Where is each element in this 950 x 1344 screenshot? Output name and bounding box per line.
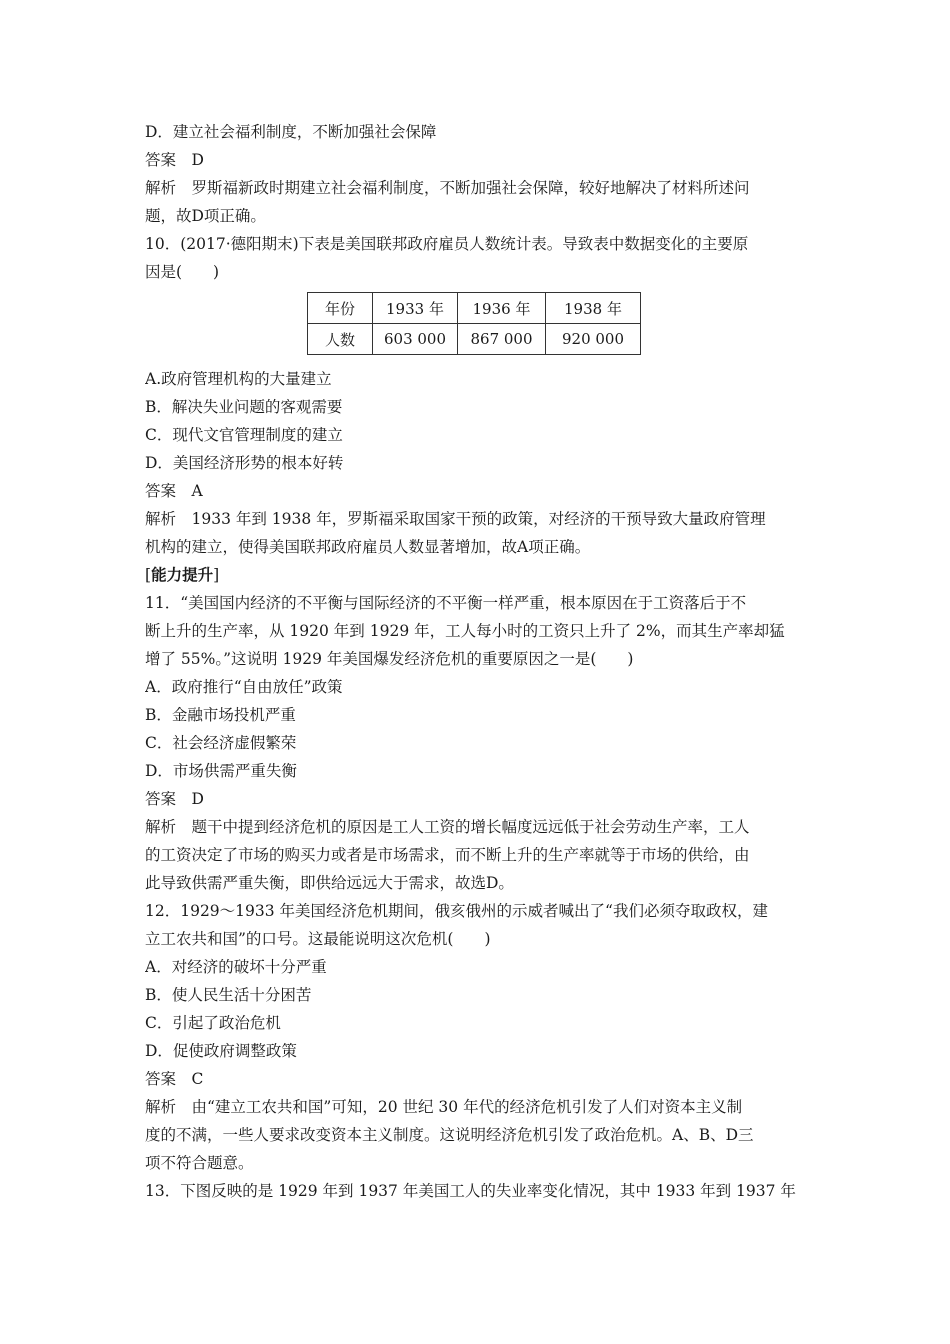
table-cell: 人数 [308, 324, 373, 355]
q9-analysis-line-1: 解析 罗斯福新政时期建立社会福利制度，不断加强社会保障，较好地解决了材料所述问 [145, 179, 750, 197]
q10-stem-line-2: 因是( ) [145, 263, 220, 281]
q12-option-d: D．促使政府调整政策 [145, 1042, 297, 1060]
q12-option-c: C．引起了政治危机 [145, 1014, 281, 1032]
q13-stem-line-1: 13．下图反映的是 1929 年到 1937 年美国工人的失业率变化情况，其中 1933 年到 1937 年 [145, 1182, 796, 1200]
table-cell: 603 000 [373, 324, 458, 355]
section-bracket-close: ] [213, 566, 220, 584]
q11-option-d: D．市场供需严重失衡 [145, 762, 297, 780]
q9-answer: 答案 D [145, 151, 204, 169]
q11-stem-line-2: 断上升的生产率，从 1920 年到 1929 年，工人每小时的工资只上升了 2%，而其生产率却猛 [145, 622, 785, 640]
q12-analysis-line-1: 解析 由“建立工农共和国”可知，20 世纪 30 年代的经济危机引发了人们对资本主义制 [145, 1098, 743, 1116]
q11-option-b: B．金融市场投机严重 [145, 706, 296, 724]
q9-analysis-line-2: 题，故D项正确。 [145, 207, 266, 225]
q11-analysis-line-1: 解析 题干中提到经济危机的原因是工人工资的增长幅度远远低于社会劳动生产率，工人 [145, 818, 750, 836]
section-heading [145, 561, 810, 589]
q12-answer: 答案 C [145, 1070, 204, 1088]
q10-answer: 答案 A [145, 482, 203, 500]
q10-option-a: A.政府管理机构的大量建立 [145, 370, 332, 388]
q11-option-c: C．社会经济虚假繁荣 [145, 734, 297, 752]
q11-stem-line-1: 11．“美国国内经济的不平衡与国际经济的不平衡一样严重，根本原因在于工资落后于不 [145, 594, 747, 612]
q12-option-b: B．使人民生活十分困苦 [145, 986, 312, 1004]
q9-option-d: D．建立社会福利制度，不断加强社会保障 [145, 123, 437, 141]
table-header-row [308, 293, 641, 324]
q12-analysis-line-3: 项不符合题意。 [145, 1154, 254, 1172]
q12-analysis-line-2: 度的不满，一些人要求改变资本主义制度。这说明经济危机引发了政治危机。A、B、D三 [145, 1126, 754, 1144]
q10-analysis-line-1: 解析 1933 年到 1938 年，罗斯福采取国家干预的政策，对经济的干预导致大量政府管理 [145, 510, 766, 528]
q10-option-d: D．美国经济形势的根本好转 [145, 454, 344, 472]
q12-stem-line-2: 立工农共和国”的口号。这最能说明这次危机( ) [145, 930, 491, 948]
q11-analysis-line-3: 此导致供需严重失衡，即供给远远大于需求，故选D。 [145, 874, 514, 892]
section-bracket-open: [ [145, 566, 152, 584]
q10-option-b: B．解决失业问题的客观需要 [145, 398, 343, 416]
q11-stem-line-3: 增了 55%。”这说明 1929 年美国爆发经济危机的重要原因之一是( ) [145, 650, 634, 668]
section-title: 能力提升 [151, 565, 214, 584]
q11-answer: 答案 D [145, 790, 204, 808]
table-cell: 867 000 [458, 324, 546, 355]
q10-option-c: C．现代文官管理制度的建立 [145, 426, 343, 444]
q12-stem-line-1: 12．1929～1933 年美国经济危机期间，俄亥俄州的示威者喊出了“我们必须夺取政权，建 [145, 902, 768, 920]
q10-table-container [307, 292, 810, 355]
q11-analysis-line-2: 的工资决定了市场的购买力或者是市场需求，而不断上升的生产率就等于市场的供给，由 [145, 846, 750, 864]
q12-option-a: A．对经济的破坏十分严重 [145, 958, 327, 976]
document-page [145, 118, 810, 1205]
table-row [308, 324, 641, 355]
table-cell: 1938 年 [546, 293, 641, 324]
table-cell: 1936 年 [458, 293, 546, 324]
table-cell: 920 000 [546, 324, 641, 355]
table-cell: 年份 [308, 293, 373, 324]
q11-option-a: A．政府推行“自由放任”政策 [145, 678, 343, 696]
q10-table [307, 292, 641, 355]
q10-analysis-line-2: 机构的建立，使得美国联邦政府雇员人数显著增加，故A项正确。 [145, 538, 591, 556]
q10-stem-line-1: 10．(2017·德阳期末)下表是美国联邦政府雇员人数统计表。导致表中数据变化的主要原 [145, 235, 749, 253]
table-cell: 1933 年 [373, 293, 458, 324]
